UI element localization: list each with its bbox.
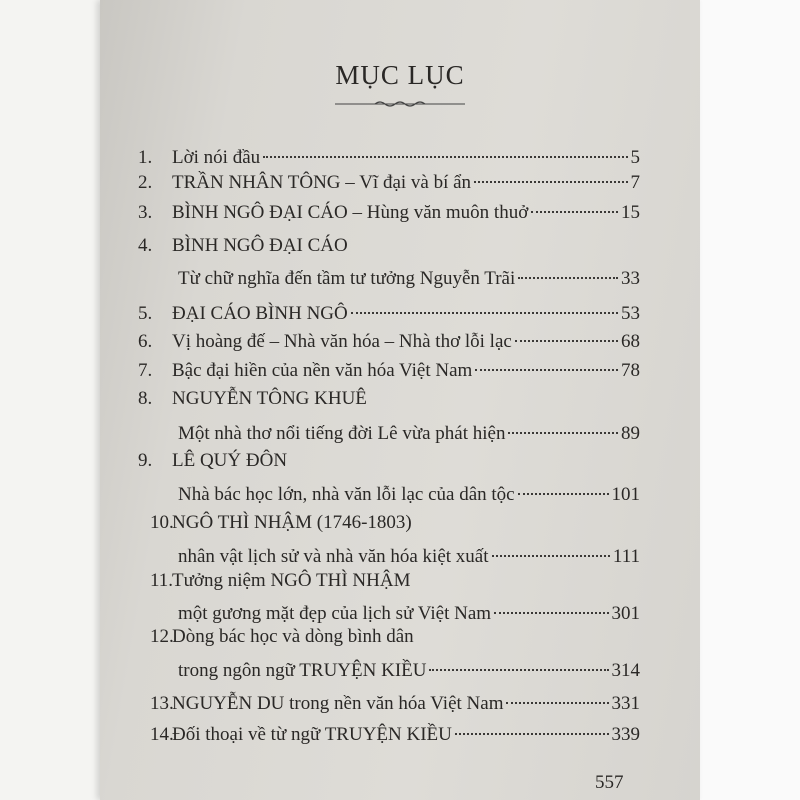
dot-leader (474, 181, 627, 183)
entry-page: 89 (621, 423, 640, 444)
dot-leader (506, 702, 608, 704)
entry-title: Từ chữ nghĩa đến tầm tư tưởng Nguyễn Trãi (178, 268, 516, 289)
entry-number: 3. (138, 202, 153, 223)
entry-number: 10. (150, 512, 174, 533)
entry-page: 15 (621, 202, 640, 223)
entry-page: 33 (621, 268, 640, 289)
dot-leader (508, 432, 618, 434)
entry-number: 9. (138, 450, 153, 471)
entry-page: 78 (621, 360, 640, 381)
toc-entry (100, 233, 700, 259)
entry-title: TRẦN NHÂN TÔNG – Vĩ đại và bí ẩn (172, 172, 472, 193)
entry-number: 7. (138, 360, 153, 381)
toc-entry (100, 386, 700, 412)
entry-title: BÌNH NGÔ ĐẠI CÁO (172, 235, 348, 256)
entry-page: 301 (611, 603, 640, 624)
toc-entry (100, 658, 700, 684)
entry-page: 339 (611, 724, 640, 745)
entry-number: 4. (138, 235, 153, 256)
toc-entry (100, 624, 700, 650)
entry-title: Dòng bác học và dòng bình dân (172, 626, 414, 647)
toc-entry (100, 448, 700, 474)
page-number: 557 (595, 772, 624, 793)
entry-number: 6. (138, 331, 153, 352)
entry-number: 2. (138, 172, 153, 193)
entry-title: NGÔ THÌ NHẬM (1746-1803) (172, 512, 412, 533)
entry-number: 13. (150, 693, 174, 714)
entry-title: Nhà bác học lớn, nhà văn lỗi lạc của dân tộc (178, 484, 515, 505)
toc-entry (100, 568, 700, 594)
entry-title: trong ngôn ngữ TRUYỆN KIỀU (178, 660, 427, 681)
dot-leader (531, 211, 618, 213)
ornament-divider-icon (335, 100, 465, 108)
entry-page: 5 (630, 147, 640, 168)
toc-entry (100, 510, 700, 536)
entry-page: 314 (611, 660, 640, 681)
entry-number: 8. (138, 388, 153, 409)
dot-leader (515, 340, 618, 342)
entry-title: LÊ QUÝ ĐÔN (172, 450, 288, 471)
entry-number: 11. (150, 570, 174, 591)
entry-number: 12. (150, 626, 174, 647)
entry-page: 7 (630, 172, 640, 193)
toc-entry (100, 145, 700, 171)
toc-entry (100, 482, 700, 508)
dot-leader (455, 733, 609, 735)
entry-page: 53 (621, 303, 640, 324)
entry-page: 331 (611, 693, 640, 714)
dot-leader (518, 277, 618, 279)
toc-entry (100, 200, 700, 226)
dot-leader (263, 156, 627, 158)
entry-number: 1. (138, 147, 153, 168)
toc-entry (100, 170, 700, 196)
page-title: MỤC LỤC (335, 60, 465, 90)
dot-leader (494, 612, 608, 614)
toc-entry (100, 329, 700, 355)
entry-page: 101 (611, 484, 640, 505)
entry-title: một gương mặt đẹp của lịch sử Việt Nam (178, 603, 492, 624)
toc-entry (100, 301, 700, 327)
toc-entry (100, 722, 700, 748)
dot-leader (518, 493, 609, 495)
entry-title: Một nhà thơ nổi tiếng đời Lê vừa phát hiện (178, 423, 506, 444)
dot-leader (351, 312, 618, 314)
entry-title: NGUYỄN TÔNG KHUÊ (172, 388, 367, 409)
toc-entry (100, 691, 700, 717)
entry-title: nhân vật lịch sử và nhà văn hóa kiệt xuất (178, 546, 489, 567)
entry-title: BÌNH NGÔ ĐẠI CÁO – Hùng văn muôn thuở (172, 202, 529, 223)
toc-entry (100, 544, 700, 570)
entry-title: Lời nói đầu (172, 147, 261, 168)
dot-leader (475, 369, 618, 371)
toc-entry (100, 266, 700, 292)
entry-number: 14. (150, 724, 174, 745)
toc-entry (100, 421, 700, 447)
entry-title: Vị hoàng đế – Nhà văn hóa – Nhà thơ lỗi lạc (172, 331, 512, 352)
entry-title: Bậc đại hiền của nền văn hóa Việt Nam (172, 360, 473, 381)
dot-leader (492, 555, 610, 557)
adjacent-page (0, 0, 100, 800)
entry-page: 111 (612, 546, 640, 567)
dot-leader (429, 669, 608, 671)
entry-title: Đối thoại về từ ngữ TRUYỆN KIỀU (172, 724, 452, 745)
entry-page: 68 (621, 331, 640, 352)
book-page (100, 0, 700, 800)
toc-entry (100, 358, 700, 384)
entry-title: NGUYỄN DU trong nền văn hóa Việt Nam (172, 693, 504, 714)
entry-number: 5. (138, 303, 153, 324)
entry-title: ĐẠI CÁO BÌNH NGÔ (172, 303, 348, 324)
entry-title: Tưởng niệm NGÔ THÌ NHẬM (172, 570, 411, 591)
